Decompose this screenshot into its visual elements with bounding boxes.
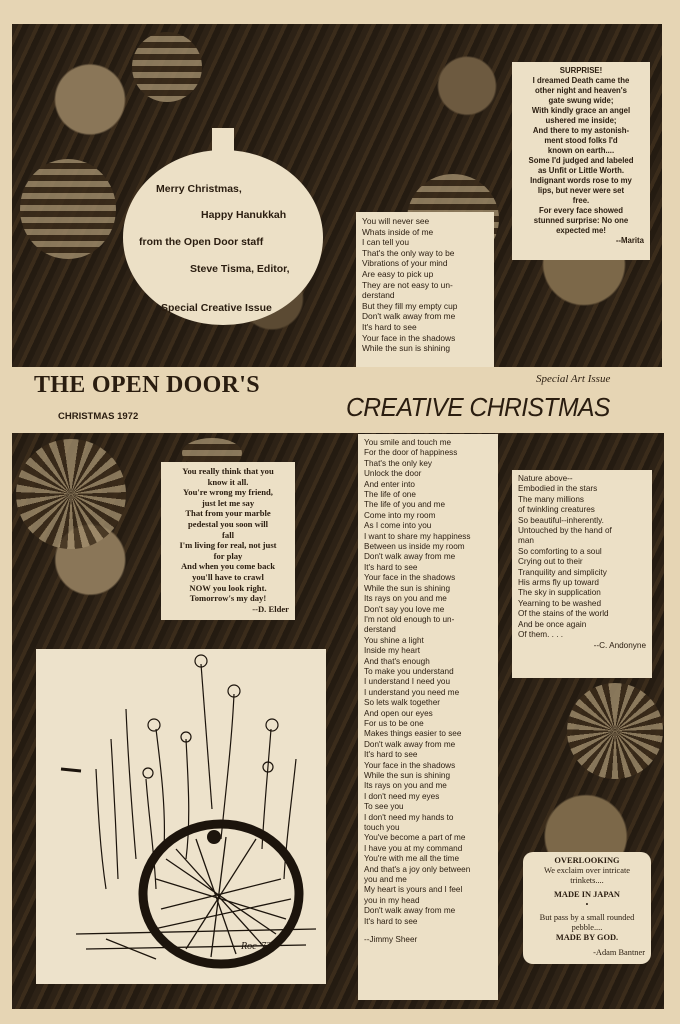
poem-line: Makes things easier to see <box>364 729 462 739</box>
poem-line: While the sun is shining <box>364 771 451 780</box>
poem-line: expected me! <box>556 226 606 235</box>
poem-line: You're with me all the time <box>364 854 460 864</box>
poem-line: And be once again <box>518 619 587 629</box>
flower-drawing-image <box>36 649 326 984</box>
greeting-line: Happy Hanukkah <box>201 209 287 221</box>
poem-line: • <box>585 899 589 909</box>
poem-top-center <box>356 212 494 367</box>
poem-line: So lets walk together <box>364 698 441 708</box>
poem-line: Inside my heart <box>364 646 420 656</box>
poem-line: man <box>518 536 534 546</box>
poem-line: You will never see <box>362 216 430 226</box>
poem-line: Between us inside my room <box>364 542 465 552</box>
poem-line: But they fill my empty cup <box>362 300 458 311</box>
greeting-line: Special Creative Issue <box>161 302 272 314</box>
poem-line: Your face in the shadows <box>364 573 456 583</box>
poem-line: With kindly grace an angel <box>531 106 631 115</box>
poem-line: gate swung wide; <box>548 96 614 105</box>
poem-line: I don't need my hands to <box>364 812 454 822</box>
poem-line: To make you understand <box>364 666 454 676</box>
poem-line: trinkets.... <box>570 876 604 886</box>
poem-line: derstand <box>362 290 395 301</box>
poem-line: for play <box>213 550 243 561</box>
poem-line: You smile and touch me <box>364 438 452 447</box>
poem-line: You're wrong my friend, <box>183 487 273 498</box>
masthead-title: THE OPEN DOOR'S <box>34 372 260 398</box>
poem-author: --Jimmy Sheer <box>364 935 418 945</box>
poem-line: you and me <box>364 875 407 885</box>
poem-line: derstand <box>364 625 396 635</box>
poem-line: Don't walk away from me <box>362 311 456 322</box>
poem-line: Tranquility and simplicity <box>518 567 607 577</box>
artist-signature: Roc '73 <box>241 941 272 952</box>
ink-drawing-flowers <box>36 649 326 984</box>
poem-line: Don't say you love me <box>364 604 445 614</box>
poem-line: It's hard to see <box>362 321 417 332</box>
poem-line: They are not easy to un- <box>362 279 453 290</box>
greeting-line: Steve Tisma, Editor, <box>190 263 290 275</box>
poem-line: For the door of happiness <box>364 448 458 458</box>
poem-line: While the sun is shining <box>364 583 451 593</box>
feature-headline: CREATIVE CHRISTMAS <box>346 392 610 422</box>
poem-line: Embodied in the stars <box>518 484 598 494</box>
poem-line: So beautiful--inherently. <box>518 515 604 525</box>
poem-line: Crying out to their <box>518 557 583 567</box>
poem-line: I don't need my eyes <box>364 791 440 801</box>
poem-line: And when you come back <box>180 561 276 572</box>
poem-line: And that's enough <box>364 656 430 666</box>
poem-line: I can tell you <box>362 237 410 248</box>
poem-line: And open our eyes <box>364 708 433 718</box>
poem-line: So comforting to a soul <box>518 546 602 556</box>
poem-line: Don't walk away from me <box>364 906 456 916</box>
striped-ornament-image <box>20 159 116 259</box>
poem-line: The life of one <box>364 490 416 500</box>
poem-line: Don't walk away from me <box>364 739 456 749</box>
poem-line: pedestal you soon will <box>188 518 268 529</box>
poem-title: OVERLOOKING <box>554 856 620 865</box>
poem-line: lips, but never were set <box>537 186 625 195</box>
poem-line: For every face showed <box>538 206 624 215</box>
star-ornament-image <box>16 439 126 549</box>
poem-line: Of the stains of the world <box>518 609 609 619</box>
poem-line: Of them. . . . <box>518 630 564 640</box>
poem-line: of twinkling creatures <box>518 505 595 515</box>
issue-date: CHRISTMAS 1972 <box>58 411 139 422</box>
poem-line: As I come into you <box>364 521 432 531</box>
poem-line: Its rays on you and me <box>364 781 447 791</box>
poem-line: The life of you and me <box>364 500 446 510</box>
poem-line: ment stood folks I'd <box>544 136 618 145</box>
poem-line: other night and heaven's <box>535 86 627 95</box>
poem-line: I'm living for real, not just <box>179 540 277 551</box>
poem-line: stunned surprise: No one <box>533 216 629 225</box>
poem-line: SURPRISE! <box>559 66 603 75</box>
poem-line: That from your marble <box>185 508 271 519</box>
poem-line: Untouched by the hand of <box>518 526 612 536</box>
greeting-line: from the Open Door staff <box>139 236 264 248</box>
poem-andonyne <box>512 470 652 678</box>
poem-line: You've become a part of me <box>364 833 466 843</box>
poem-line: And that's a joy only between <box>364 864 471 874</box>
poem-overlooking <box>523 852 651 964</box>
poem-elder <box>161 462 295 620</box>
poem-line: It's hard to see <box>364 916 418 926</box>
star-ornament-image <box>567 683 663 779</box>
greeting-line: Merry Christmas, <box>156 183 242 195</box>
poem-line: as Unfit or Little Worth. <box>537 166 625 175</box>
poem-line: To see you <box>364 802 404 812</box>
poem-line: His arms fly up toward <box>518 578 599 588</box>
poem-line: While the sun is shining <box>362 343 450 354</box>
ornament-cap <box>212 128 234 152</box>
poem-jimmy-sheer <box>358 434 498 1000</box>
poem-line: I have you at my command <box>364 843 463 853</box>
poem-line: It's hard to see <box>364 562 418 572</box>
poem-line: ushered me inside; <box>545 116 617 125</box>
poem-line: And there to my astonish- <box>532 126 630 135</box>
poem-line: know it all. <box>207 476 249 487</box>
poem-line: touch you <box>364 823 400 833</box>
poem-author: --D. Elder <box>252 603 289 614</box>
poem-line: you'll have to crawl <box>192 571 264 582</box>
poem-line: I dreamed Death came the <box>532 76 630 85</box>
poem-line: MADE IN JAPAN <box>554 889 620 899</box>
poem-line: I want to share my happiness <box>364 531 471 541</box>
poem-line: pebble.... <box>571 923 603 933</box>
poem-line: You shine a light <box>364 635 424 645</box>
poem-line: Come into my room <box>364 510 436 520</box>
poem-line: Its rays on you and me <box>364 594 447 604</box>
poem-line: The sky in supplication <box>518 588 601 598</box>
poem-author: --Marita <box>615 236 644 245</box>
poem-line: Unlock the door <box>364 469 422 479</box>
poem-line: free. <box>572 196 590 205</box>
poem-line: That's the only way to be <box>362 247 455 258</box>
poem-line: Vibrations of your mind <box>362 258 448 269</box>
poem-line: We exclaim over intricate <box>543 866 631 876</box>
poem-line: My heart is yours and I feel <box>364 885 463 895</box>
poem-line: known on earth.... <box>547 146 615 155</box>
poem-surprise <box>512 62 650 260</box>
poem-line: MADE BY GOD. <box>555 933 619 943</box>
poem-line: just let me say <box>201 497 255 508</box>
poem-line: Yearning to be washed <box>518 598 602 608</box>
poem-line: I understand you need me <box>364 687 460 697</box>
poem-line: You really think that you <box>182 466 274 476</box>
poem-line: Don't walk away from me <box>364 552 456 562</box>
poem-line: fall <box>222 529 234 540</box>
poem-line: For us to be one <box>364 718 424 728</box>
poem-author: -Adam Bantner <box>593 947 645 957</box>
poem-line: I understand I need you <box>364 677 451 687</box>
poem-line: you in my head <box>364 895 420 905</box>
poem-line: And enter into <box>364 479 415 489</box>
poem-line: Indignant words rose to my <box>530 176 632 185</box>
poem-line: That's the only key <box>364 458 433 468</box>
greeting-ornament <box>123 150 323 325</box>
poem-line: I'm not old enough to un- <box>364 614 455 624</box>
poem-line: Your face in the shadows <box>364 760 456 770</box>
poem-author: --C. Andonyne <box>593 640 646 650</box>
poem-line: NOW you look right. <box>189 582 267 593</box>
poem-line: Whats inside of me <box>362 226 434 237</box>
poem-line: It's hard to see <box>364 750 418 760</box>
poem-line: The many millions <box>518 494 584 504</box>
special-issue-label: Special Art Issue <box>536 373 611 385</box>
poem-line: Are easy to pick up <box>362 268 434 279</box>
poem-line: Some I'd judged and labeled <box>528 156 634 165</box>
poem-line: Nature above-- <box>518 474 573 483</box>
poem-line: Your face in the shadows <box>362 332 456 343</box>
poem-line: But pass by a small rounded <box>539 913 635 923</box>
striped-ornament-image <box>132 32 202 102</box>
poem-line: Tomorrow's my day! <box>189 593 267 604</box>
